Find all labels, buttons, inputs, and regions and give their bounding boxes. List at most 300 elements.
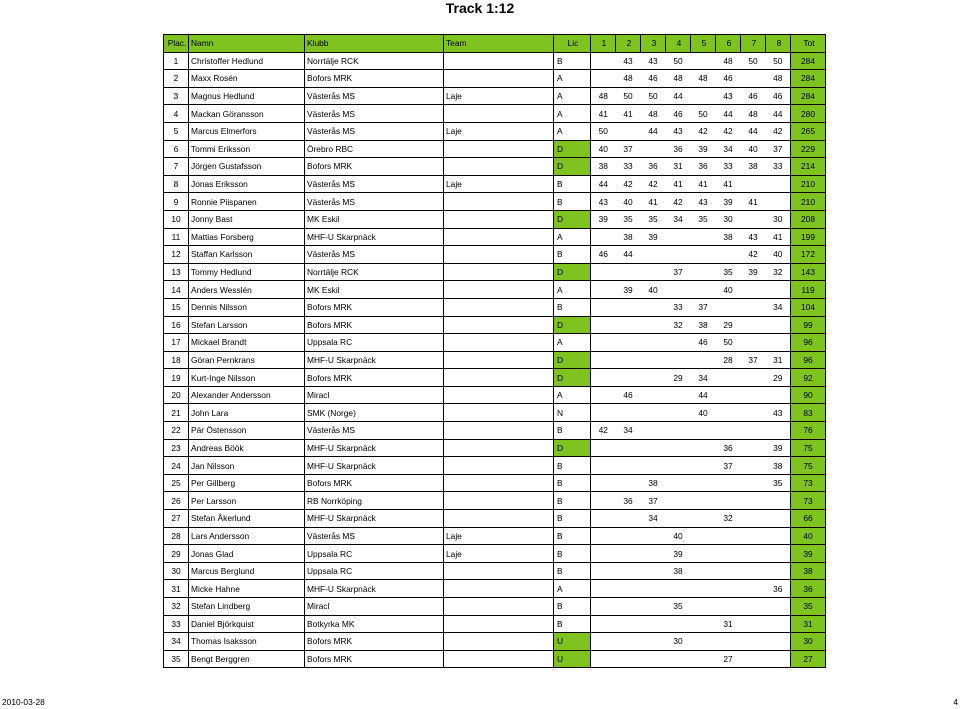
cell-r2 bbox=[616, 122, 641, 140]
cell-r8 bbox=[766, 598, 791, 616]
cell-lic: A bbox=[554, 105, 591, 123]
cell-team: Laje bbox=[444, 87, 554, 105]
cell-r2 bbox=[616, 439, 641, 457]
cell-r3 bbox=[641, 386, 666, 404]
cell-r4 bbox=[666, 580, 691, 598]
cell-club: Bofors MRK bbox=[305, 298, 444, 316]
cell-r2 bbox=[616, 615, 641, 633]
cell-team bbox=[444, 598, 554, 616]
cell-lic: B bbox=[554, 175, 591, 193]
cell-tot: 39 bbox=[791, 545, 826, 563]
cell-team bbox=[444, 580, 554, 598]
cell-name: Jonny Bast bbox=[189, 210, 305, 228]
cell-r6: 44 bbox=[716, 105, 741, 123]
cell-plac: 3 bbox=[164, 87, 189, 105]
cell-r2: 40 bbox=[616, 193, 641, 211]
header-round-1: 1 bbox=[591, 35, 616, 53]
cell-r6 bbox=[716, 492, 741, 510]
cell-r2: 41 bbox=[616, 105, 641, 123]
cell-r1 bbox=[591, 334, 616, 352]
cell-r4 bbox=[666, 650, 691, 668]
cell-lic: D bbox=[554, 158, 591, 176]
table-row bbox=[164, 545, 826, 563]
cell-r7 bbox=[741, 615, 766, 633]
cell-team bbox=[444, 615, 554, 633]
cell-tot: 104 bbox=[791, 298, 826, 316]
cell-plac: 33 bbox=[164, 615, 189, 633]
cell-tot: 96 bbox=[791, 334, 826, 352]
table-row bbox=[164, 562, 826, 580]
cell-lic: U bbox=[554, 633, 591, 651]
cell-plac: 24 bbox=[164, 457, 189, 475]
cell-tot: 66 bbox=[791, 510, 826, 528]
cell-r7 bbox=[741, 386, 766, 404]
cell-tot: 73 bbox=[791, 474, 826, 492]
table-row bbox=[164, 492, 826, 510]
cell-name: Stefan Åkerlund bbox=[189, 510, 305, 528]
cell-r6 bbox=[716, 562, 741, 580]
cell-r1 bbox=[591, 580, 616, 598]
cell-name: Jörgen Gustafsson bbox=[189, 158, 305, 176]
cell-r3 bbox=[641, 580, 666, 598]
cell-club: Bofors MRK bbox=[305, 650, 444, 668]
cell-r1 bbox=[591, 281, 616, 299]
cell-club: Uppsala RC bbox=[305, 562, 444, 580]
cell-team: Laje bbox=[444, 527, 554, 545]
cell-lic: A bbox=[554, 281, 591, 299]
cell-name: Micke Hahne bbox=[189, 580, 305, 598]
table-row bbox=[164, 281, 826, 299]
cell-club: Bofors MRK bbox=[305, 369, 444, 387]
header-round-5: 5 bbox=[691, 35, 716, 53]
cell-r7 bbox=[741, 298, 766, 316]
cell-tot: 229 bbox=[791, 140, 826, 158]
cell-r4 bbox=[666, 422, 691, 440]
cell-r1 bbox=[591, 598, 616, 616]
cell-r6 bbox=[716, 527, 741, 545]
cell-r8: 50 bbox=[766, 52, 791, 70]
cell-name: Kurt-Inge Nilsson bbox=[189, 369, 305, 387]
cell-r3: 34 bbox=[641, 510, 666, 528]
cell-r4 bbox=[666, 351, 691, 369]
cell-r4 bbox=[666, 246, 691, 264]
cell-lic: D bbox=[554, 210, 591, 228]
cell-r1: 40 bbox=[591, 140, 616, 158]
cell-r1 bbox=[591, 439, 616, 457]
cell-team bbox=[444, 633, 554, 651]
table-row bbox=[164, 650, 826, 668]
cell-r6: 50 bbox=[716, 334, 741, 352]
cell-r5: 40 bbox=[691, 404, 716, 422]
cell-r8 bbox=[766, 386, 791, 404]
cell-r1 bbox=[591, 562, 616, 580]
cell-club: Miracl bbox=[305, 598, 444, 616]
cell-r3: 37 bbox=[641, 492, 666, 510]
cell-r6: 42 bbox=[716, 122, 741, 140]
cell-r1: 48 bbox=[591, 87, 616, 105]
cell-tot: 172 bbox=[791, 246, 826, 264]
cell-lic: B bbox=[554, 598, 591, 616]
cell-team bbox=[444, 105, 554, 123]
cell-r5: 41 bbox=[691, 175, 716, 193]
cell-r2 bbox=[616, 316, 641, 334]
cell-r3: 35 bbox=[641, 210, 666, 228]
cell-club: Uppsala RC bbox=[305, 545, 444, 563]
cell-r2 bbox=[616, 351, 641, 369]
table-row bbox=[164, 580, 826, 598]
cell-r7 bbox=[741, 369, 766, 387]
cell-team bbox=[444, 474, 554, 492]
cell-r3 bbox=[641, 140, 666, 158]
table-row bbox=[164, 298, 826, 316]
cell-r2 bbox=[616, 527, 641, 545]
cell-r2 bbox=[616, 650, 641, 668]
cell-r8: 30 bbox=[766, 210, 791, 228]
cell-r3 bbox=[641, 545, 666, 563]
cell-lic: A bbox=[554, 87, 591, 105]
cell-club: MK Eskil bbox=[305, 281, 444, 299]
cell-r3: 44 bbox=[641, 122, 666, 140]
cell-r4 bbox=[666, 457, 691, 475]
cell-r5 bbox=[691, 562, 716, 580]
cell-r7 bbox=[741, 457, 766, 475]
cell-r5 bbox=[691, 527, 716, 545]
cell-r5: 46 bbox=[691, 334, 716, 352]
cell-r1 bbox=[591, 263, 616, 281]
cell-r7 bbox=[741, 334, 766, 352]
cell-team bbox=[444, 246, 554, 264]
cell-team bbox=[444, 334, 554, 352]
cell-r6: 34 bbox=[716, 140, 741, 158]
cell-lic: D bbox=[554, 369, 591, 387]
cell-plac: 18 bbox=[164, 351, 189, 369]
cell-r8 bbox=[766, 175, 791, 193]
cell-lic: D bbox=[554, 351, 591, 369]
results-table bbox=[163, 34, 826, 668]
cell-lic: D bbox=[554, 316, 591, 334]
cell-r8 bbox=[766, 510, 791, 528]
cell-r8: 42 bbox=[766, 122, 791, 140]
cell-lic: A bbox=[554, 70, 591, 88]
cell-plac: 20 bbox=[164, 386, 189, 404]
cell-r7: 46 bbox=[741, 87, 766, 105]
cell-r3 bbox=[641, 246, 666, 264]
table-row bbox=[164, 70, 826, 88]
cell-club: Örebro RBC bbox=[305, 140, 444, 158]
cell-tot: 284 bbox=[791, 52, 826, 70]
cell-r3: 38 bbox=[641, 474, 666, 492]
cell-club: MHF-U Skarpnäck bbox=[305, 457, 444, 475]
cell-r1 bbox=[591, 474, 616, 492]
cell-team bbox=[444, 158, 554, 176]
cell-r7: 41 bbox=[741, 193, 766, 211]
cell-tot: 214 bbox=[791, 158, 826, 176]
cell-r4 bbox=[666, 228, 691, 246]
cell-r4: 40 bbox=[666, 527, 691, 545]
cell-plac: 16 bbox=[164, 316, 189, 334]
cell-name: Lars Andersson bbox=[189, 527, 305, 545]
cell-r5 bbox=[691, 422, 716, 440]
cell-tot: 36 bbox=[791, 580, 826, 598]
cell-r2: 50 bbox=[616, 87, 641, 105]
cell-lic: B bbox=[554, 246, 591, 264]
cell-r6: 46 bbox=[716, 70, 741, 88]
cell-r5 bbox=[691, 87, 716, 105]
cell-club: Bofors MRK bbox=[305, 70, 444, 88]
cell-team bbox=[444, 386, 554, 404]
cell-r6 bbox=[716, 369, 741, 387]
cell-r1 bbox=[591, 457, 616, 475]
cell-plac: 5 bbox=[164, 122, 189, 140]
cell-r7: 38 bbox=[741, 158, 766, 176]
cell-r2: 38 bbox=[616, 228, 641, 246]
cell-name: Stefan Larsson bbox=[189, 316, 305, 334]
cell-r7 bbox=[741, 510, 766, 528]
cell-tot: 92 bbox=[791, 369, 826, 387]
header-round-3: 3 bbox=[641, 35, 666, 53]
cell-plac: 2 bbox=[164, 70, 189, 88]
cell-r4 bbox=[666, 492, 691, 510]
cell-r5 bbox=[691, 474, 716, 492]
cell-r4: 38 bbox=[666, 562, 691, 580]
cell-r2 bbox=[616, 404, 641, 422]
page-number: 4 bbox=[953, 697, 958, 707]
results-body bbox=[164, 52, 826, 668]
cell-r4: 29 bbox=[666, 369, 691, 387]
cell-r5 bbox=[691, 439, 716, 457]
cell-r6: 29 bbox=[716, 316, 741, 334]
header-namn: Namn bbox=[189, 35, 305, 53]
cell-r7 bbox=[741, 404, 766, 422]
cell-name: Thomas Isaksson bbox=[189, 633, 305, 651]
cell-r6: 36 bbox=[716, 439, 741, 457]
cell-r2 bbox=[616, 545, 641, 563]
cell-r7 bbox=[741, 474, 766, 492]
cell-r8: 44 bbox=[766, 105, 791, 123]
cell-team bbox=[444, 316, 554, 334]
cell-r7 bbox=[741, 439, 766, 457]
cell-r3 bbox=[641, 650, 666, 668]
cell-team bbox=[444, 70, 554, 88]
cell-r2: 44 bbox=[616, 246, 641, 264]
cell-r4: 42 bbox=[666, 193, 691, 211]
cell-r6 bbox=[716, 298, 741, 316]
cell-r8: 37 bbox=[766, 140, 791, 158]
footer-date: 2010-03-28 bbox=[2, 697, 45, 707]
cell-plac: 26 bbox=[164, 492, 189, 510]
cell-r3 bbox=[641, 439, 666, 457]
cell-r3 bbox=[641, 298, 666, 316]
cell-plac: 32 bbox=[164, 598, 189, 616]
table-row bbox=[164, 404, 826, 422]
cell-r2: 43 bbox=[616, 52, 641, 70]
cell-lic: B bbox=[554, 615, 591, 633]
cell-team bbox=[444, 298, 554, 316]
cell-r8: 40 bbox=[766, 246, 791, 264]
cell-r8 bbox=[766, 527, 791, 545]
cell-plac: 29 bbox=[164, 545, 189, 563]
cell-r1 bbox=[591, 404, 616, 422]
cell-r3: 43 bbox=[641, 52, 666, 70]
cell-club: Bofors MRK bbox=[305, 474, 444, 492]
cell-r8 bbox=[766, 316, 791, 334]
cell-r1 bbox=[591, 527, 616, 545]
cell-tot: 38 bbox=[791, 562, 826, 580]
cell-lic: B bbox=[554, 562, 591, 580]
cell-r4: 34 bbox=[666, 210, 691, 228]
cell-tot: 143 bbox=[791, 263, 826, 281]
cell-tot: 90 bbox=[791, 386, 826, 404]
cell-team bbox=[444, 562, 554, 580]
cell-r7: 37 bbox=[741, 351, 766, 369]
cell-team bbox=[444, 650, 554, 668]
cell-r1 bbox=[591, 615, 616, 633]
cell-r2 bbox=[616, 598, 641, 616]
cell-lic: A bbox=[554, 386, 591, 404]
cell-r1 bbox=[591, 633, 616, 651]
cell-r8 bbox=[766, 562, 791, 580]
cell-r1: 38 bbox=[591, 158, 616, 176]
cell-name: Mattias Forsberg bbox=[189, 228, 305, 246]
cell-plac: 17 bbox=[164, 334, 189, 352]
cell-r3 bbox=[641, 633, 666, 651]
table-row bbox=[164, 615, 826, 633]
cell-r5 bbox=[691, 246, 716, 264]
cell-r2 bbox=[616, 510, 641, 528]
cell-plac: 35 bbox=[164, 650, 189, 668]
cell-name: Tommi Eriksson bbox=[189, 140, 305, 158]
cell-club: Västerås MS bbox=[305, 246, 444, 264]
cell-r7 bbox=[741, 175, 766, 193]
table-row bbox=[164, 422, 826, 440]
cell-r7 bbox=[741, 316, 766, 334]
cell-r5: 48 bbox=[691, 70, 716, 88]
cell-tot: 119 bbox=[791, 281, 826, 299]
cell-r7: 50 bbox=[741, 52, 766, 70]
cell-tot: 210 bbox=[791, 193, 826, 211]
cell-club: MHF-U Skarpnäck bbox=[305, 351, 444, 369]
cell-club: Norrtälje RCK bbox=[305, 263, 444, 281]
cell-r3: 48 bbox=[641, 105, 666, 123]
cell-r8: 38 bbox=[766, 457, 791, 475]
cell-plac: 9 bbox=[164, 193, 189, 211]
cell-r6 bbox=[716, 598, 741, 616]
cell-lic: B bbox=[554, 298, 591, 316]
table-row bbox=[164, 527, 826, 545]
cell-tot: 83 bbox=[791, 404, 826, 422]
cell-club: Västerås MS bbox=[305, 175, 444, 193]
cell-name: Christoffer Hedlund bbox=[189, 52, 305, 70]
cell-r4: 32 bbox=[666, 316, 691, 334]
cell-name: Jonas Eriksson bbox=[189, 175, 305, 193]
cell-lic: B bbox=[554, 193, 591, 211]
cell-plac: 21 bbox=[164, 404, 189, 422]
cell-r4: 39 bbox=[666, 545, 691, 563]
header-row bbox=[164, 35, 826, 53]
table-row bbox=[164, 334, 826, 352]
cell-r1 bbox=[591, 369, 616, 387]
table-row bbox=[164, 246, 826, 264]
cell-name: Daniel Björkquist bbox=[189, 615, 305, 633]
cell-plac: 13 bbox=[164, 263, 189, 281]
table-row bbox=[164, 316, 826, 334]
cell-r6 bbox=[716, 545, 741, 563]
cell-club: MK Eskil bbox=[305, 210, 444, 228]
cell-r2 bbox=[616, 334, 641, 352]
cell-club: MHF-U Skarpnäck bbox=[305, 580, 444, 598]
cell-team bbox=[444, 422, 554, 440]
cell-r1 bbox=[591, 228, 616, 246]
cell-r2: 34 bbox=[616, 422, 641, 440]
cell-r8: 31 bbox=[766, 351, 791, 369]
cell-r5 bbox=[691, 580, 716, 598]
cell-r6: 30 bbox=[716, 210, 741, 228]
cell-r7 bbox=[741, 580, 766, 598]
cell-r5: 44 bbox=[691, 386, 716, 404]
cell-r2 bbox=[616, 298, 641, 316]
cell-r7 bbox=[741, 527, 766, 545]
cell-tot: 76 bbox=[791, 422, 826, 440]
cell-team: Laje bbox=[444, 545, 554, 563]
table-row bbox=[164, 633, 826, 651]
cell-r1: 42 bbox=[591, 422, 616, 440]
table-row bbox=[164, 263, 826, 281]
cell-r2 bbox=[616, 580, 641, 598]
cell-name: Staffan Karlsson bbox=[189, 246, 305, 264]
cell-tot: 40 bbox=[791, 527, 826, 545]
table-row bbox=[164, 510, 826, 528]
cell-r1: 50 bbox=[591, 122, 616, 140]
cell-r6: 28 bbox=[716, 351, 741, 369]
cell-r5 bbox=[691, 263, 716, 281]
cell-r8: 46 bbox=[766, 87, 791, 105]
cell-r4: 35 bbox=[666, 598, 691, 616]
cell-team bbox=[444, 510, 554, 528]
table-row bbox=[164, 210, 826, 228]
header-round-6: 6 bbox=[716, 35, 741, 53]
table-row bbox=[164, 175, 826, 193]
cell-r1 bbox=[591, 545, 616, 563]
cell-tot: 265 bbox=[791, 122, 826, 140]
cell-r1 bbox=[591, 70, 616, 88]
cell-r4: 50 bbox=[666, 52, 691, 70]
cell-r1 bbox=[591, 650, 616, 668]
cell-r8: 43 bbox=[766, 404, 791, 422]
cell-r5: 43 bbox=[691, 193, 716, 211]
cell-r1: 44 bbox=[591, 175, 616, 193]
table-row bbox=[164, 386, 826, 404]
cell-r3 bbox=[641, 457, 666, 475]
cell-lic: U bbox=[554, 650, 591, 668]
cell-name: Alexander Andersson bbox=[189, 386, 305, 404]
cell-club: Västerås MS bbox=[305, 122, 444, 140]
cell-tot: 31 bbox=[791, 615, 826, 633]
cell-r7 bbox=[741, 70, 766, 88]
cell-plac: 14 bbox=[164, 281, 189, 299]
cell-r6 bbox=[716, 474, 741, 492]
cell-name: Dennis Nilsson bbox=[189, 298, 305, 316]
table-row bbox=[164, 474, 826, 492]
cell-name: Anders Wesslén bbox=[189, 281, 305, 299]
cell-name: Bengt Berggren bbox=[189, 650, 305, 668]
cell-club: Botkyrka MK bbox=[305, 615, 444, 633]
cell-r6: 43 bbox=[716, 87, 741, 105]
cell-plac: 7 bbox=[164, 158, 189, 176]
table-row bbox=[164, 158, 826, 176]
cell-name: Marcus Elmerfors bbox=[189, 122, 305, 140]
cell-team bbox=[444, 210, 554, 228]
cell-plac: 11 bbox=[164, 228, 189, 246]
